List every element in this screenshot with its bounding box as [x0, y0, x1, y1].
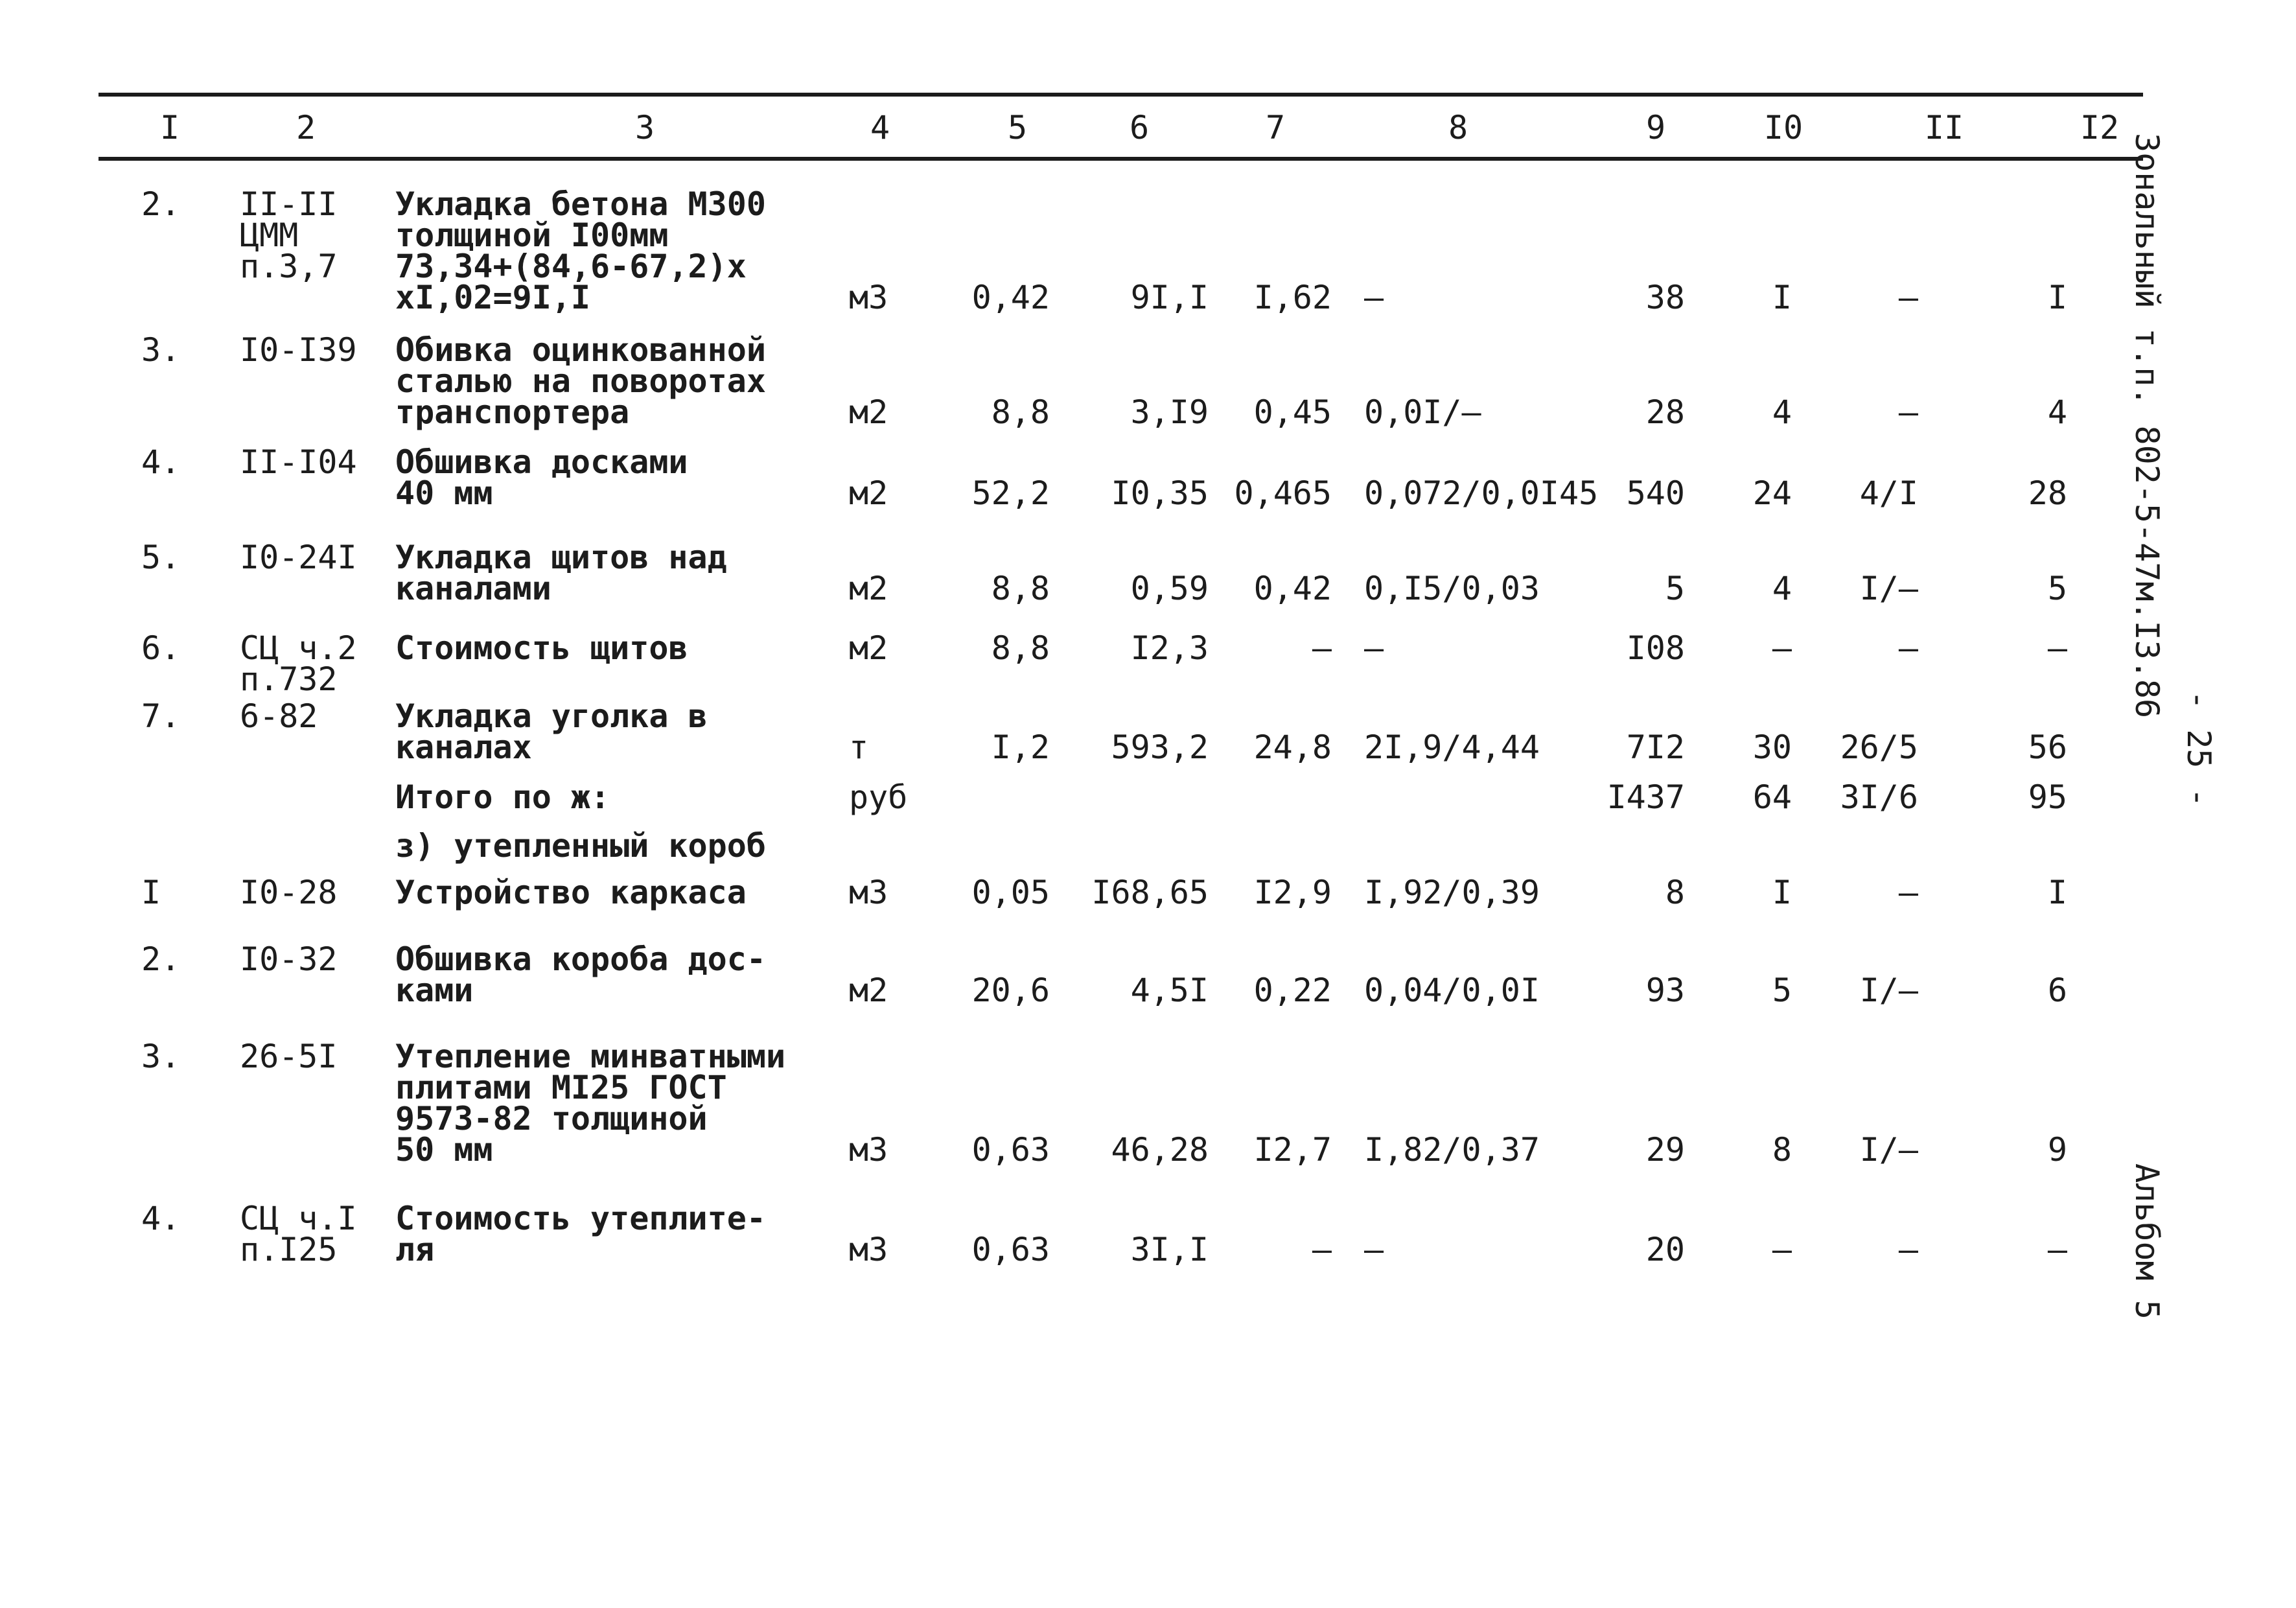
- rate-code: 6-82: [240, 697, 318, 735]
- work-description: ками: [395, 972, 474, 1009]
- value-c11: 4/I: [1859, 474, 1918, 512]
- value-c8: –: [1364, 279, 1384, 316]
- value-c5: 20,6: [971, 972, 1050, 1009]
- value-c12: 95: [2028, 778, 2067, 816]
- value-c5: I,2: [991, 728, 1050, 766]
- value-c5: 8,8: [991, 629, 1050, 667]
- work-description: транспортера: [395, 393, 630, 431]
- work-description: Стоимость щитов: [395, 629, 688, 667]
- value-c11: –: [1898, 629, 1918, 667]
- value-c10: 24: [1752, 474, 1792, 512]
- work-description: з) утепленный короб: [395, 827, 766, 865]
- value-c12: I: [2047, 874, 2067, 911]
- value-c5: 0,63: [971, 1131, 1050, 1169]
- value-c10: 30: [1752, 728, 1792, 766]
- header-col-3: 3: [634, 109, 655, 146]
- rate-code: I0-I39: [240, 331, 357, 369]
- work-description: каналами: [395, 570, 551, 607]
- value-c6: 4,5I: [1130, 972, 1209, 1009]
- row-number: 4.: [141, 443, 181, 481]
- value-c5: 8,8: [991, 570, 1050, 607]
- row-number: 3.: [141, 1038, 181, 1075]
- value-c8: –: [1364, 1231, 1384, 1268]
- work-description: Утепление минватными: [395, 1038, 786, 1075]
- value-c12: I: [2047, 279, 2067, 316]
- header-col-9: 9: [1645, 109, 1666, 146]
- header-col-6: 6: [1129, 109, 1150, 146]
- work-description: Устройство каркаса: [395, 874, 747, 911]
- value-c7: 0,465: [1234, 474, 1332, 512]
- header-col-1: I: [159, 109, 180, 146]
- header-col-11: II: [1924, 109, 1964, 146]
- value-c12: 9: [2047, 1131, 2067, 1169]
- value-c12: –: [2047, 629, 2067, 667]
- rate-code: п.732: [240, 660, 338, 698]
- unit: м2: [849, 393, 888, 431]
- value-c11: –: [1898, 1231, 1918, 1268]
- value-c7: 0,22: [1253, 972, 1332, 1009]
- value-c6: 46,28: [1111, 1131, 1209, 1169]
- work-description: 9573-82 толщиной: [395, 1100, 708, 1137]
- header-col-2: 2: [296, 109, 316, 146]
- page-number: - 25 -: [2180, 690, 2218, 808]
- row-number: 6.: [141, 629, 181, 667]
- value-c6: 9I,I: [1130, 279, 1209, 316]
- value-c9: I437: [1606, 778, 1685, 816]
- row-number: 7.: [141, 697, 181, 735]
- rate-code: II-II: [240, 185, 338, 223]
- header-col-10: I0: [1763, 109, 1803, 146]
- value-c6: 3,I9: [1130, 393, 1209, 431]
- work-description: плитами МI25 ГОСТ: [395, 1069, 727, 1106]
- rate-code: I0-28: [240, 874, 338, 911]
- rate-code: II-I04: [240, 443, 357, 481]
- value-c9: 93: [1645, 972, 1685, 1009]
- value-c7: I2,9: [1253, 874, 1332, 911]
- row-number: I: [141, 874, 161, 911]
- value-c9: 5: [1665, 570, 1685, 607]
- work-description: каналах: [395, 728, 532, 766]
- work-description: Укладка бетона М300: [395, 185, 766, 223]
- value-c10: 5: [1772, 972, 1792, 1009]
- rate-code: 26-5I: [240, 1038, 338, 1075]
- value-c6: I2,3: [1130, 629, 1209, 667]
- value-c12: 56: [2028, 728, 2067, 766]
- value-c10: 64: [1752, 778, 1792, 816]
- header-col-4: 4: [870, 109, 890, 146]
- album-reference-label: Зональный т.п. 802-5-47м.I3.86: [2128, 133, 2166, 719]
- value-c9: 540: [1626, 474, 1685, 512]
- value-c7: I2,7: [1253, 1131, 1332, 1169]
- work-description: Обивка оцинкованной: [395, 331, 766, 369]
- header-col-12: I2: [2080, 109, 2120, 146]
- rate-code: СЦ ч.2: [240, 629, 357, 667]
- value-c7: –: [1312, 629, 1332, 667]
- unit: м2: [849, 570, 888, 607]
- work-description: Стоимость утеплите-: [395, 1200, 766, 1237]
- value-c8: –: [1364, 629, 1384, 667]
- work-description: Обшивка досками: [395, 443, 688, 481]
- value-c7: 24,8: [1253, 728, 1332, 766]
- unit: м3: [849, 279, 888, 316]
- value-c8: 0,I5/0,03: [1364, 570, 1540, 607]
- value-c10: I: [1772, 874, 1792, 911]
- unit: т: [849, 728, 869, 766]
- value-c5: 0,63: [971, 1231, 1050, 1268]
- work-description: 73,34+(84,6-67,2)x: [395, 248, 747, 285]
- value-c6: I0,35: [1111, 474, 1209, 512]
- work-description: Обшивка короба дос-: [395, 940, 766, 978]
- value-c9: 8: [1665, 874, 1685, 911]
- value-c12: 6: [2047, 972, 2067, 1009]
- value-c11: I/–: [1859, 1131, 1918, 1169]
- header-top-rule: [99, 93, 2143, 97]
- value-c12: 5: [2047, 570, 2067, 607]
- rate-code: I0-24I: [240, 539, 357, 576]
- work-description: Итого по ж:: [395, 778, 610, 816]
- unit: м2: [849, 474, 888, 512]
- header-col-7: 7: [1265, 109, 1286, 146]
- unit: м2: [849, 972, 888, 1009]
- value-c6: 593,2: [1111, 728, 1209, 766]
- value-c6: I68,65: [1091, 874, 1209, 911]
- row-number: 4.: [141, 1200, 181, 1237]
- value-c6: 0,59: [1130, 570, 1209, 607]
- rate-code: I0-32: [240, 940, 338, 978]
- value-c9: 28: [1645, 393, 1685, 431]
- value-c8: 0,04/0,0I: [1364, 972, 1540, 1009]
- rate-code: ЦММ: [240, 216, 299, 254]
- value-c8: 0,072/0,0I45: [1364, 474, 1599, 512]
- work-description: ля: [395, 1231, 435, 1268]
- value-c11: 3I/6: [1840, 778, 1918, 816]
- work-description: Укладка уголка в: [395, 697, 708, 735]
- value-c12: 28: [2028, 474, 2067, 512]
- value-c10: 8: [1772, 1131, 1792, 1169]
- value-c9: 7I2: [1626, 728, 1685, 766]
- value-c8: 0,0I/–: [1364, 393, 1481, 431]
- unit: м2: [849, 629, 888, 667]
- row-number: 5.: [141, 539, 181, 576]
- value-c11: –: [1898, 393, 1918, 431]
- header-col-8: 8: [1448, 109, 1468, 146]
- value-c11: I/–: [1859, 570, 1918, 607]
- unit: руб: [849, 778, 908, 816]
- album-number-label: Альбом 5: [2128, 1163, 2166, 1320]
- value-c5: 52,2: [971, 474, 1050, 512]
- row-number: 3.: [141, 331, 181, 369]
- value-c10: 4: [1772, 570, 1792, 607]
- value-c12: 4: [2047, 393, 2067, 431]
- value-c10: I: [1772, 279, 1792, 316]
- value-c7: I,62: [1253, 279, 1332, 316]
- rate-code: п.I25: [240, 1231, 338, 1268]
- value-c9: 38: [1645, 279, 1685, 316]
- value-c9: I08: [1626, 629, 1685, 667]
- rate-code: п.3,7: [240, 248, 338, 285]
- work-description: 50 мм: [395, 1131, 493, 1169]
- value-c7: –: [1312, 1231, 1332, 1268]
- value-c11: I/–: [1859, 972, 1918, 1009]
- value-c8: I,92/0,39: [1364, 874, 1540, 911]
- value-c10: –: [1772, 1231, 1792, 1268]
- value-c11: –: [1898, 874, 1918, 911]
- row-number: 2.: [141, 185, 181, 223]
- value-c9: 20: [1645, 1231, 1685, 1268]
- value-c8: I,82/0,37: [1364, 1131, 1540, 1169]
- value-c10: 4: [1772, 393, 1792, 431]
- value-c10: –: [1772, 629, 1792, 667]
- value-c12: –: [2047, 1231, 2067, 1268]
- value-c7: 0,45: [1253, 393, 1332, 431]
- value-c8: 2I,9/4,44: [1364, 728, 1540, 766]
- unit: м3: [849, 874, 888, 911]
- work-description: Укладка щитов над: [395, 539, 727, 576]
- value-c11: 26/5: [1840, 728, 1918, 766]
- value-c6: 3I,I: [1130, 1231, 1209, 1268]
- value-c5: 0,42: [971, 279, 1050, 316]
- value-c9: 29: [1645, 1131, 1685, 1169]
- value-c5: 0,05: [971, 874, 1050, 911]
- value-c11: –: [1898, 279, 1918, 316]
- unit: м3: [849, 1231, 888, 1268]
- work-description: 40 мм: [395, 474, 493, 512]
- work-description: сталью на поворотах: [395, 362, 766, 400]
- header-bottom-rule: [99, 157, 2143, 161]
- rate-code: СЦ ч.I: [240, 1200, 357, 1237]
- work-description: xI,02=9I,I: [395, 279, 591, 316]
- unit: м3: [849, 1131, 888, 1169]
- value-c7: 0,42: [1253, 570, 1332, 607]
- work-description: толщиной I00мм: [395, 216, 669, 254]
- row-number: 2.: [141, 940, 181, 978]
- value-c5: 8,8: [991, 393, 1050, 431]
- header-col-5: 5: [1007, 109, 1028, 146]
